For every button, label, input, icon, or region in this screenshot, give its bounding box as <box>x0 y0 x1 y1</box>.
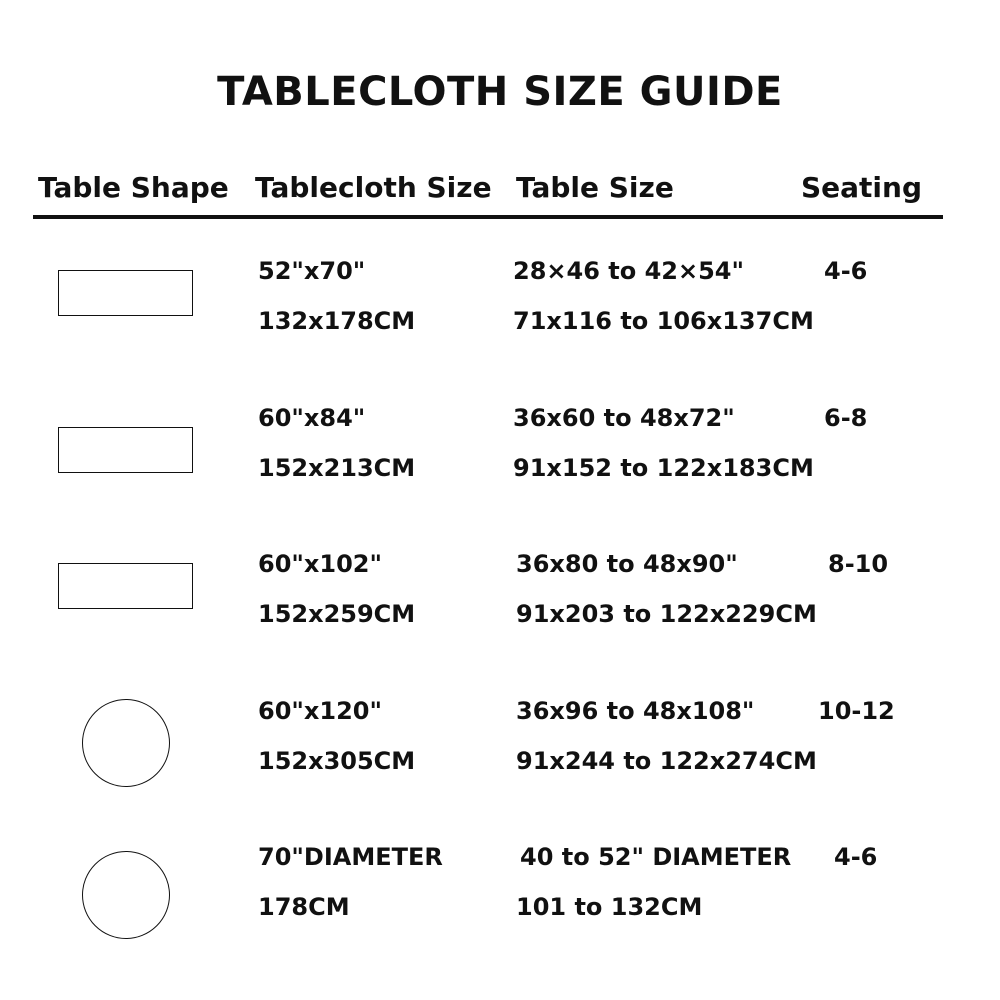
tablecloth-size-inches: 70"DIAMETER <box>258 843 443 871</box>
round-table-icon <box>82 851 170 939</box>
table-size-inches: 36x80 to 48x90" <box>516 550 738 578</box>
size-row-3 <box>0 549 1000 649</box>
table-size-inches: 40 to 52" DIAMETER <box>520 843 792 871</box>
table-size-cm: 91x203 to 122x229CM <box>516 600 817 628</box>
table-size-inches: 36x96 to 48x108" <box>516 697 755 725</box>
table-size-cm: 91x244 to 122x274CM <box>516 747 817 775</box>
table-size-cm: 101 to 132CM <box>516 893 703 921</box>
header-seating: Seating <box>801 171 923 204</box>
size-row-2 <box>0 403 1000 503</box>
tablecloth-size-cm: 178CM <box>258 893 350 921</box>
seating-count: 6-8 <box>824 404 868 432</box>
seating-count: 4-6 <box>834 843 878 871</box>
tablecloth-size-inches: 52"x70" <box>258 257 366 285</box>
header-table-shape: Table Shape <box>38 171 229 204</box>
tablecloth-size-cm: 152x213CM <box>258 454 416 482</box>
header-tablecloth-size: Tablecloth Size <box>255 171 492 204</box>
table-size-cm: 71x116 to 106x137CM <box>513 307 814 335</box>
size-row-1 <box>0 256 1000 356</box>
size-row-5 <box>0 842 1000 942</box>
tablecloth-size-inches: 60"x102" <box>258 550 382 578</box>
rectangle-table-icon <box>58 563 193 609</box>
seating-count: 8-10 <box>828 550 889 578</box>
table-size-inches: 36x60 to 48x72" <box>513 404 735 432</box>
page-title: TABLECLOTH SIZE GUIDE <box>217 69 783 115</box>
rectangle-table-icon <box>58 270 193 316</box>
header-divider <box>33 215 943 219</box>
tablecloth-size-cm: 152x305CM <box>258 747 416 775</box>
tablecloth-size-cm: 152x259CM <box>258 600 416 628</box>
table-size-cm: 91x152 to 122x183CM <box>513 454 814 482</box>
seating-count: 4-6 <box>824 257 868 285</box>
seating-count: 10-12 <box>818 697 895 725</box>
tablecloth-size-cm: 132x178CM <box>258 307 416 335</box>
header-table-size: Table Size <box>516 171 674 204</box>
size-row-4 <box>0 696 1000 796</box>
table-size-inches: 28×46 to 42×54" <box>513 257 744 285</box>
round-table-icon <box>82 699 170 787</box>
tablecloth-size-inches: 60"x120" <box>258 697 382 725</box>
rectangle-table-icon <box>58 427 193 473</box>
tablecloth-size-inches: 60"x84" <box>258 404 366 432</box>
